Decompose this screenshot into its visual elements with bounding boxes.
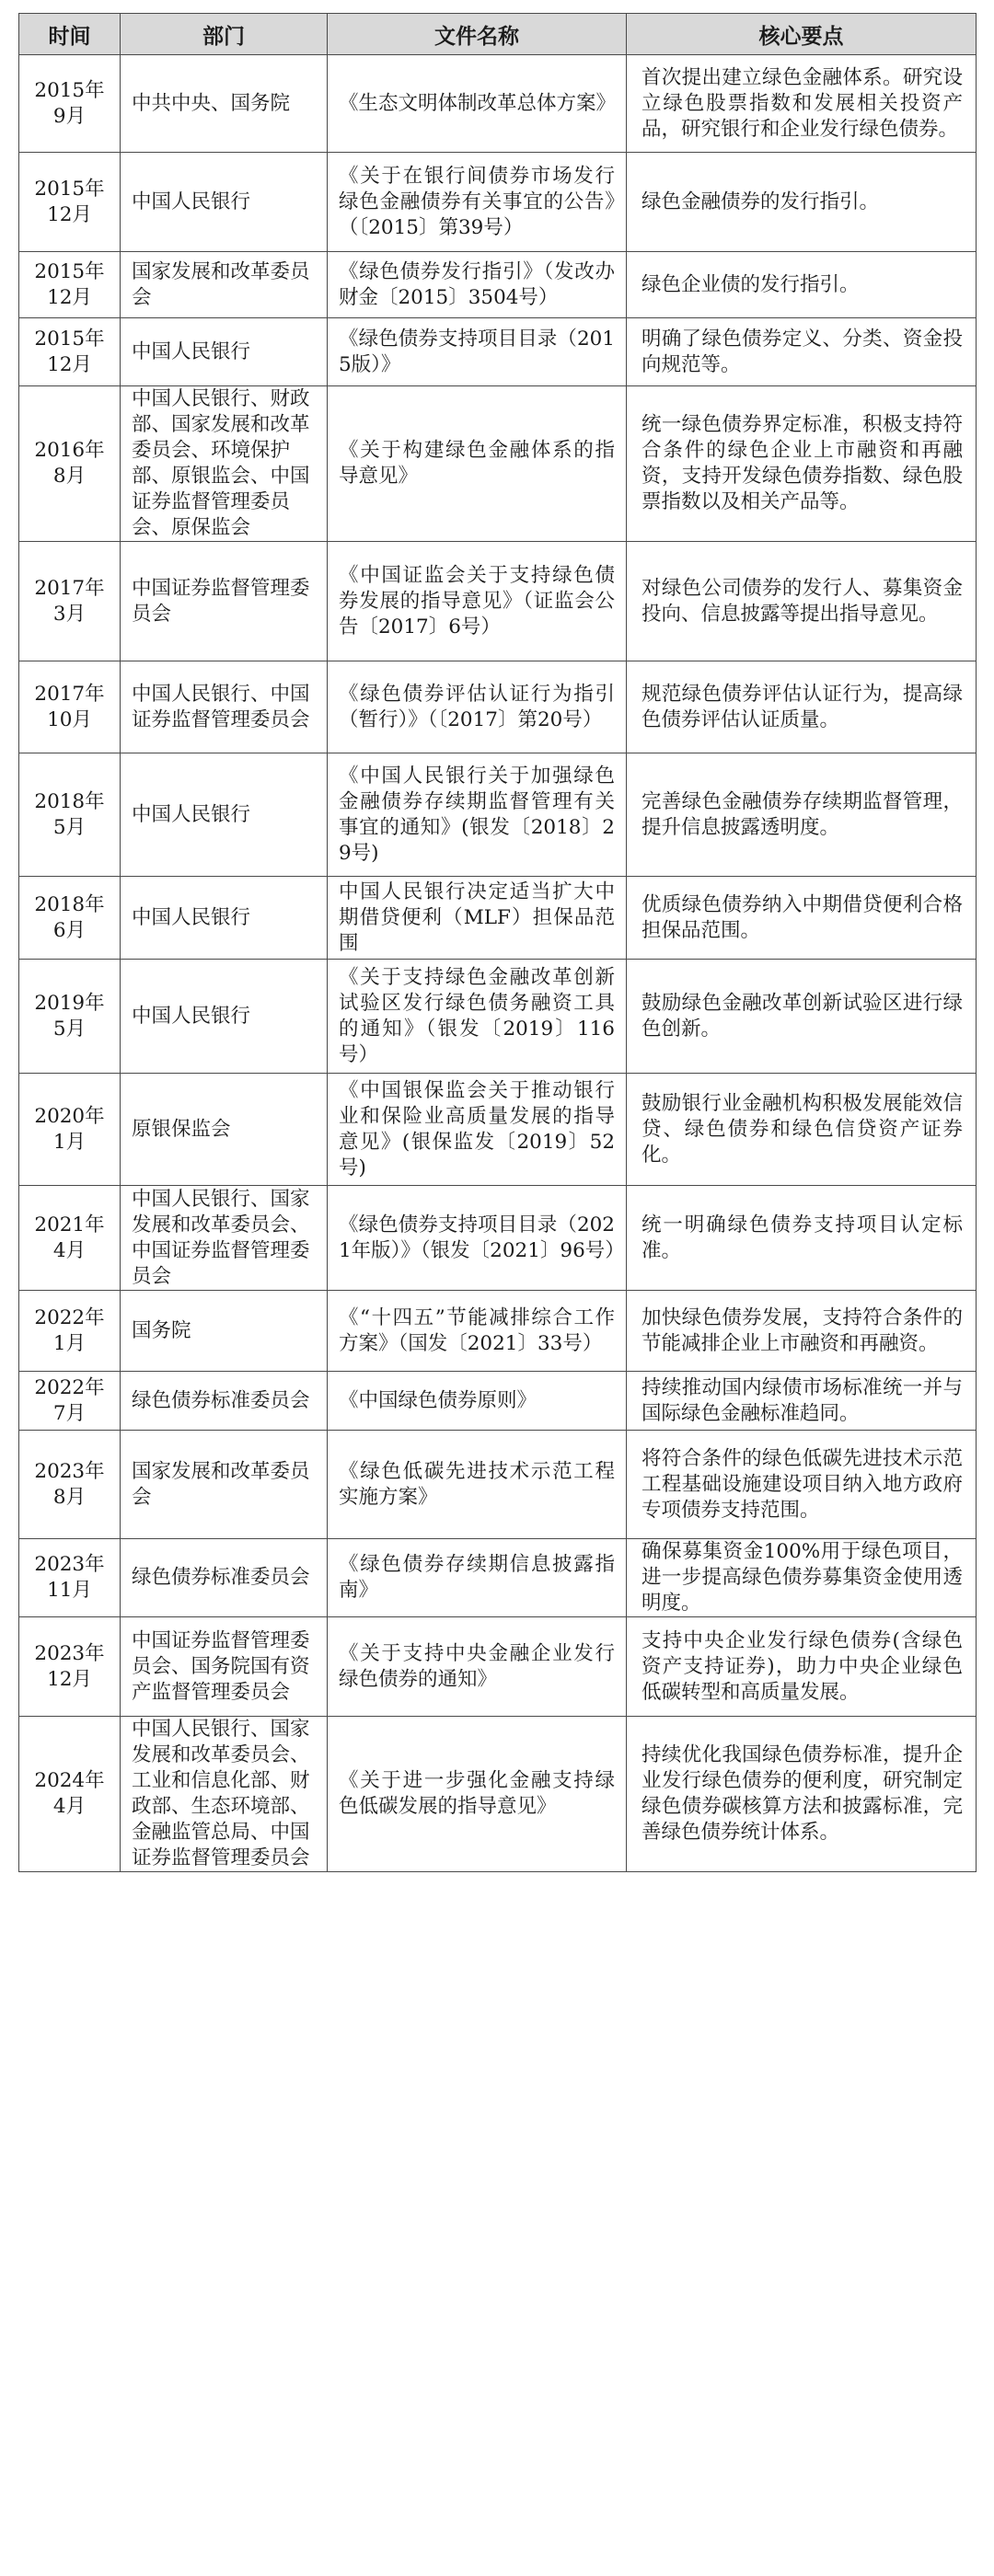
cell-dept: 绿色债券标准委员会 [121,1539,328,1617]
cell-month: 1月 [52,1331,87,1355]
cell-core: 持续推动国内绿债市场标准统一并与国际绿色金融标准趋同。 [627,1372,977,1431]
cell-file: 《绿色债券支持项目目录（2015版）》 [328,318,627,386]
cell-dept: 中国人民银行、国家发展和改革委员会、中国证券监督管理委员会 [121,1186,328,1291]
cell-core: 首次提出建立绿色金融体系。研究设立绿色股票指数和发展相关投资产品，研究银行和企业发行绿色债券。 [627,55,977,153]
cell-dept: 中国人民银行、国家发展和改革委员会、工业和信息化部、财政部、生态环境部、金融监管总局、中国证券监督管理委员会 [121,1717,328,1872]
cell-year: 2017年 [34,682,105,706]
cell-file: 《“十四五”节能减排综合工作方案》（国发〔2021〕33号） [328,1291,627,1372]
table-row [19,1291,977,1372]
cell-month: 8月 [52,465,87,488]
cell-dept: 中共中央、国务院 [121,55,328,153]
cell-month: 1月 [52,1130,87,1154]
cell-month: 12月 [47,1667,92,1691]
table-row [19,877,977,960]
table-row [19,1431,977,1539]
cell-time [19,661,121,753]
green-bond-policy-table [18,13,977,1872]
cell-dept: 绿色债券标准委员会 [121,1372,328,1431]
cell-core: 加快绿色债券发展，支持符合条件的节能减排企业上市融资和再融资。 [627,1291,977,1372]
header-core: 核心要点 [627,14,977,55]
cell-core: 对绿色公司债券的发行人、募集资金投向、信息披露等提出指导意见。 [627,542,977,661]
cell-file: 《关于构建绿色金融体系的指导意见》 [328,386,627,542]
cell-month: 4月 [52,1238,87,1262]
cell-year: 2022年 [34,1305,105,1329]
cell-year: 2020年 [34,1104,105,1128]
table-row [19,753,977,877]
cell-year: 2023年 [34,1641,105,1665]
cell-time [19,318,121,386]
cell-file: 《绿色债券存续期信息披露指南》 [328,1539,627,1617]
cell-time [19,1717,121,1872]
cell-core: 支持中央企业发行绿色债券(含绿色资产支持证券)，助力中央企业绿色低碳转型和高质量发展。 [627,1617,977,1717]
cell-year: 2015年 [34,327,105,351]
cell-time [19,1617,121,1717]
table-row [19,55,977,153]
cell-year: 2016年 [34,439,105,462]
header-time: 时间 [19,14,121,55]
cell-core: 统一明确绿色债券支持项目认定标准。 [627,1186,977,1291]
table-row [19,318,977,386]
cell-core: 规范绿色债券评估认证行为，提高绿色债券评估认证质量。 [627,661,977,753]
cell-month: 3月 [52,602,87,626]
table-row [19,542,977,661]
cell-core: 绿色企业债的发行指引。 [627,252,977,318]
cell-month: 7月 [52,1401,87,1425]
cell-core: 明确了绿色债券定义、分类、资金投向规范等。 [627,318,977,386]
table-row [19,960,977,1074]
cell-month: 9月 [52,104,87,128]
cell-year: 2015年 [34,177,105,201]
cell-year: 2015年 [34,259,105,283]
cell-time [19,55,121,153]
cell-file: 中国人民银行决定适当扩大中期借贷便利（MLF）担保品范围 [328,877,627,960]
cell-month: 10月 [47,707,92,731]
cell-time [19,1539,121,1617]
cell-year: 2018年 [34,892,105,916]
cell-core: 完善绿色金融债券存续期监督管理，提升信息披露透明度。 [627,753,977,877]
cell-time [19,1431,121,1539]
cell-month: 12月 [47,202,92,226]
table-row [19,1717,977,1872]
cell-core: 确保募集资金100%用于绿色项目，进一步提高绿色债券募集资金使用透明度。 [627,1539,977,1617]
cell-month: 11月 [47,1579,92,1602]
cell-dept: 中国证券监督管理委员会 [121,542,328,661]
cell-time [19,252,121,318]
cell-time [19,1372,121,1431]
cell-year: 2021年 [34,1213,105,1236]
cell-time [19,753,121,877]
cell-dept: 中国人民银行 [121,960,328,1074]
cell-time [19,386,121,542]
cell-time [19,542,121,661]
cell-time [19,1074,121,1186]
cell-year: 2019年 [34,991,105,1015]
cell-file: 《生态文明体制改革总体方案》 [328,55,627,153]
cell-file: 《中国证监会关于支持绿色债券发展的指导意见》（证监会公告〔2017〕6号） [328,542,627,661]
table-row [19,252,977,318]
table-header-row [19,14,977,55]
table-row [19,1539,977,1617]
cell-core: 绿色金融债券的发行指引。 [627,153,977,252]
cell-month: 12月 [47,352,92,376]
cell-file: 《绿色低碳先进技术示范工程实施方案》 [328,1431,627,1539]
cell-dept: 中国人民银行 [121,318,328,386]
table-row [19,1617,977,1717]
cell-time [19,153,121,252]
cell-core: 持续优化我国绿色债券标准，提升企业发行绿色债券的便利度，研究制定绿色债券碳核算方法和披露标准，完善绿色债券统计体系。 [627,1717,977,1872]
table-row [19,1074,977,1186]
cell-file: 《关于支持中央金融企业发行绿色债券的通知》 [328,1617,627,1717]
cell-core: 统一绿色债券界定标准，积极支持符合条件的绿色企业上市融资和再融资，支持开发绿色债券指数、绿色股票指数以及相关产品等。 [627,386,977,542]
cell-file: 《中国人民银行关于加强绿色金融债券存续期监督管理有关事宜的通知》(银发〔2018〕29号) [328,753,627,877]
cell-month: 12月 [47,285,92,309]
table-row [19,386,977,542]
cell-month: 4月 [52,1795,87,1818]
table-row [19,1372,977,1431]
cell-file: 《绿色债券支持项目目录（2021年版）》（银发〔2021〕96号） [328,1186,627,1291]
cell-year: 2023年 [34,1459,105,1483]
cell-time [19,1186,121,1291]
header-dept: 部门 [121,14,328,55]
cell-file: 《中国绿色债券原则》 [328,1372,627,1431]
cell-dept: 中国人民银行、中国证券监督管理委员会 [121,661,328,753]
cell-file: 《绿色债券评估认证行为指引（暂行）》（〔2017〕第20号） [328,661,627,753]
cell-dept: 中国人民银行 [121,753,328,877]
cell-dept: 国务院 [121,1291,328,1372]
cell-core: 鼓励银行业金融机构积极发展能效信贷、绿色债券和绿色信贷资产证券化。 [627,1074,977,1186]
cell-dept: 国家发展和改革委员会 [121,1431,328,1539]
cell-year: 2015年 [34,78,105,102]
cell-file: 《关于进一步强化金融支持绿色低碳发展的指导意见》 [328,1717,627,1872]
header-file: 文件名称 [328,14,627,55]
cell-dept: 中国证券监督管理委员会、国务院国有资产监督管理委员会 [121,1617,328,1717]
cell-year: 2018年 [34,789,105,813]
cell-file: 《关于支持绿色金融改革创新试验区发行绿色债务融资工具的通知》（银发〔2019〕116号） [328,960,627,1074]
cell-file: 《中国银保监会关于推动银行业和保险业高质量发展的指导意见》(银保监发〔2019〕52号) [328,1074,627,1186]
cell-month: 6月 [52,918,87,942]
cell-year: 2017年 [34,576,105,600]
cell-dept: 中国人民银行 [121,153,328,252]
cell-file: 《关于在银行间债券市场发行绿色金融债券有关事宜的公告》（〔2015〕第39号） [328,153,627,252]
cell-file: 《绿色债券发行指引》（发改办财金〔2015〕3504号） [328,252,627,318]
cell-year: 2024年 [34,1769,105,1792]
cell-core: 优质绿色债券纳入中期借贷便利合格担保品范围。 [627,877,977,960]
cell-month: 5月 [52,1017,87,1041]
cell-dept: 中国人民银行、财政部、国家发展和改革委员会、环境保护部、原银监会、中国证券监督管理委员会、原保监会 [121,386,328,542]
cell-month: 5月 [52,815,87,839]
cell-core: 鼓励绿色金融改革创新试验区进行绿色创新。 [627,960,977,1074]
cell-dept: 国家发展和改革委员会 [121,252,328,318]
cell-month: 8月 [52,1485,87,1509]
table-row [19,1186,977,1291]
cell-dept: 中国人民银行 [121,877,328,960]
cell-dept: 原银保监会 [121,1074,328,1186]
table-row [19,661,977,753]
cell-year: 2023年 [34,1553,105,1576]
cell-core: 将符合条件的绿色低碳先进技术示范工程基础设施建设项目纳入地方政府专项债券支持范围。 [627,1431,977,1539]
cell-time [19,877,121,960]
cell-year: 2022年 [34,1375,105,1399]
table-body [19,55,977,1872]
table-row [19,153,977,252]
cell-time [19,1291,121,1372]
cell-time [19,960,121,1074]
